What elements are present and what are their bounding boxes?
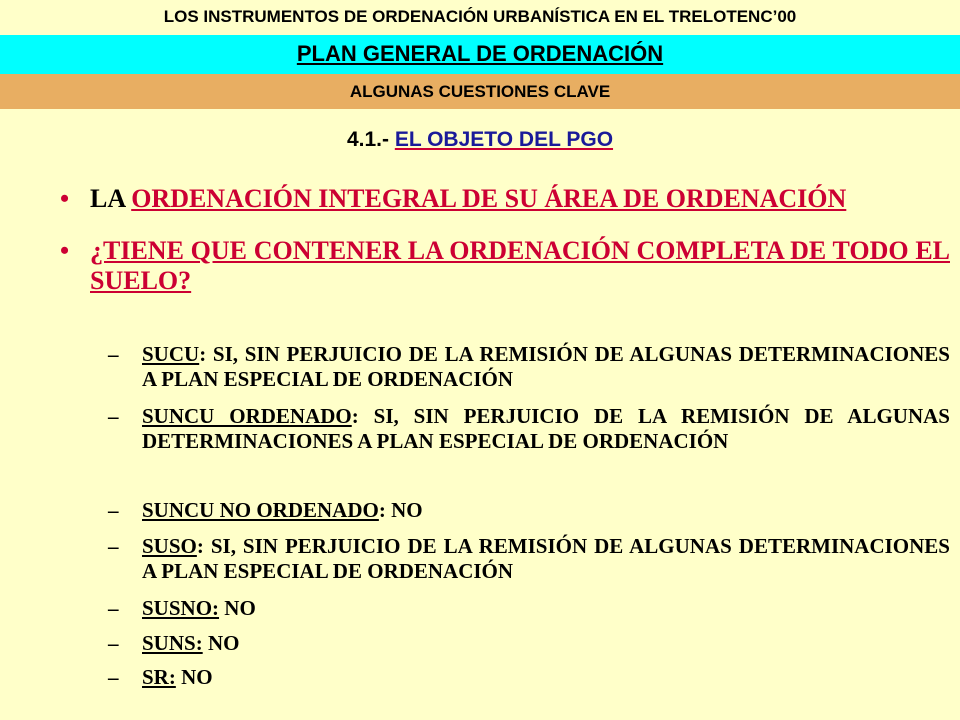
list-item	[108, 404, 950, 454]
dash-marker: –	[108, 342, 119, 366]
bullet-text	[90, 184, 846, 214]
item-term: SUSO	[142, 534, 197, 558]
list-item	[108, 596, 950, 621]
list-item	[108, 342, 950, 392]
bullet-text	[90, 236, 950, 296]
list-item	[108, 631, 950, 656]
dash-marker: –	[108, 498, 119, 522]
subtitle: ALGUNAS CUESTIONES CLAVE	[349, 82, 611, 101]
subtitle-band	[0, 74, 960, 109]
section-number: 4.1.-	[346, 128, 395, 151]
list-item	[108, 498, 950, 523]
list-item	[108, 534, 950, 584]
item-term: SR:	[142, 665, 176, 689]
item-text	[142, 534, 950, 584]
item-rest: NO	[219, 596, 256, 620]
item-rest: NO	[175, 665, 213, 689]
bullet-prefix: LA	[90, 184, 132, 213]
item-text	[142, 342, 950, 392]
section-title: EL OBJETO DEL PGO	[394, 128, 614, 151]
item-rest: NO	[202, 631, 240, 655]
item-text	[142, 498, 950, 523]
item-term: SUNCU NO ORDENADO	[142, 498, 379, 522]
section-heading	[0, 128, 960, 152]
item-rest: : SI, SIN PERJUICIO DE LA REMISIÓN DE ALGUNAS DETERMINACIONES A PLAN ESPECIAL DE ORDENACIÓN	[142, 404, 950, 453]
bullet-marker: •	[60, 184, 70, 213]
dash-marker: –	[108, 631, 119, 655]
item-rest: : SI, SIN PERJUICIO DE LA REMISIÓN DE ALGUNAS DETERMINACIONES A PLAN ESPECIAL DE ORDENACIÓN	[142, 534, 950, 583]
dash-marker: –	[108, 665, 119, 689]
bullet-2	[60, 236, 950, 296]
item-text	[142, 665, 950, 690]
list-item	[108, 665, 950, 690]
dash-marker: –	[108, 534, 119, 558]
item-term: SUNS:	[142, 631, 203, 655]
item-rest: : SI, SIN PERJUICIO DE LA REMISIÓN DE ALGUNAS DETERMINACIONES A PLAN ESPECIAL DE ORDENACIÓN	[142, 342, 950, 391]
item-text	[142, 596, 950, 621]
item-term: SUCU	[142, 342, 200, 366]
dash-marker: –	[108, 404, 119, 428]
item-rest: : NO	[378, 498, 423, 522]
bullet-emphasis: ¿TIENE QUE CONTENER LA ORDENACIÓN COMPLETA DE TODO EL SUELO?	[90, 236, 950, 295]
plan-title: PLAN GENERAL DE ORDENACIÓN	[296, 41, 664, 66]
bullet-marker: •	[60, 236, 70, 265]
dash-marker: –	[108, 596, 119, 620]
item-term: SUNCU ORDENADO	[142, 404, 352, 428]
item-term: SUSNO:	[142, 596, 220, 620]
header-top-title: LOS INSTRUMENTOS DE ORDENACIÓN URBANÍSTICA EN EL TRELOTENC’00	[0, 0, 960, 35]
bullet-emphasis: ORDENACIÓN INTEGRAL DE SU ÁREA DE ORDENACIÓN	[131, 184, 847, 213]
item-text	[142, 404, 950, 454]
plan-title-band	[0, 35, 960, 74]
item-text	[142, 631, 950, 656]
